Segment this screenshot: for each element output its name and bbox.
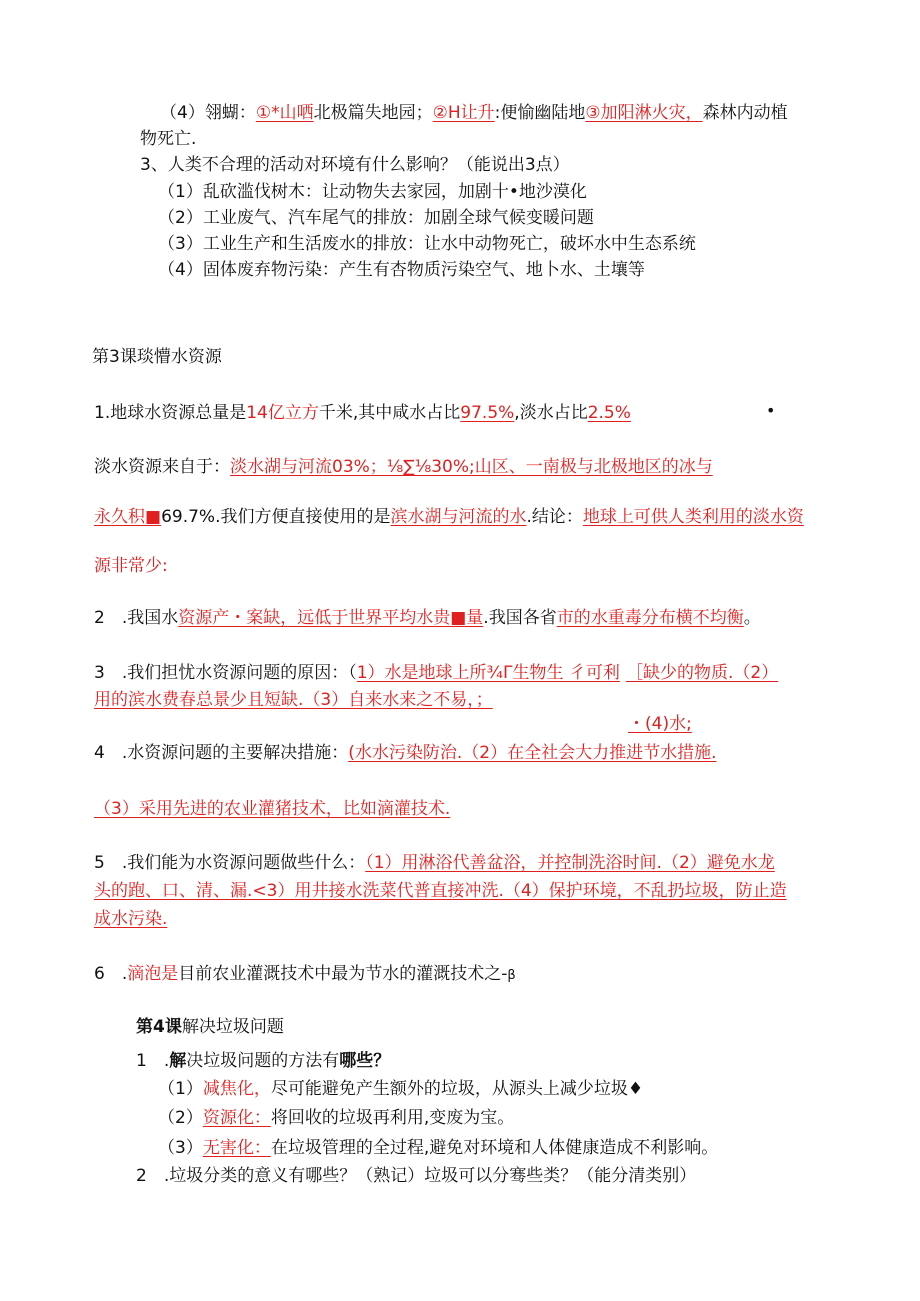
item2-answer: 资源化： bbox=[202, 1108, 271, 1128]
q3-item-2: （2）工业废气、汽车尾气的排放：加剧全球气候变暖问题 bbox=[158, 208, 594, 228]
p3-answer-b: 资源产・案缺，远低于世界平均水贵■量 bbox=[178, 608, 484, 628]
p2-text-e: 69.7%.我们方便直接使用的是 bbox=[161, 507, 391, 527]
item4-answer-3: ③加阳淋火灾， bbox=[585, 103, 703, 123]
p2-answer-f: 滨水湖与河流的水 bbox=[390, 507, 527, 527]
p2-answer-h: 地球上可供人类利用的淡水资 bbox=[582, 507, 804, 527]
lesson3-p5-line2: （3）采用先进的农业灌猪技术，比如滴灌技术. bbox=[94, 799, 451, 819]
item4-text-2: :便愉幽陆地 bbox=[494, 103, 586, 123]
p7-answer-b: 滴泡是 bbox=[127, 964, 179, 984]
q1-bold-2: 哪些？ bbox=[339, 1051, 391, 1071]
lesson3-p2-line2 bbox=[94, 505, 804, 529]
item1-answer: 减焦化， bbox=[202, 1079, 271, 1099]
q1-num: 1 . bbox=[136, 1051, 170, 1071]
lesson3-p4-right: ［缺少的物质.（2） bbox=[626, 663, 779, 683]
p3-text-e: 。 bbox=[743, 608, 761, 628]
item2-num: （2） bbox=[158, 1108, 203, 1128]
p6-answer-b: （1）用淋浴代善盆浴，并控制洗浴时间.（2）避免水龙 bbox=[365, 853, 775, 873]
lesson3-p2-line1 bbox=[94, 455, 713, 479]
q1-bold-1: 解 bbox=[169, 1051, 187, 1071]
p6-text-a: 5 .我们能为水资源问题做些什么： bbox=[94, 853, 366, 873]
q3-item-1: （1）乱砍滥伐树木：让动物失去家园，加剧十•地沙漠化 bbox=[158, 182, 587, 202]
lesson3-p6-line1 bbox=[94, 851, 775, 875]
p7-text-c: 目前农业灌溉技术中最为节水的灌溉技术之- bbox=[178, 964, 508, 984]
lesson4-title bbox=[136, 1015, 284, 1039]
item4-lead: （4）翎蝴： bbox=[160, 103, 256, 123]
item3-text: 在垃圾管理的全过程,避免对环境和人体健康造成不利影响。 bbox=[270, 1138, 719, 1158]
p1-answer-salt: 97.5% bbox=[460, 403, 515, 423]
item4-line bbox=[160, 101, 788, 125]
lesson3-p1 bbox=[94, 401, 631, 425]
lesson3-p5-line1 bbox=[94, 741, 717, 765]
item1-num: （1） bbox=[158, 1079, 203, 1099]
item1-text: 尽可能避免产生额外的垃圾，从源头上减少垃圾♦ bbox=[270, 1079, 644, 1099]
p1-text-c: 千米,其中咸水占比 bbox=[318, 403, 461, 423]
p4-answer-b: 1）水是地球上所¾Γ生物生 彳可利 bbox=[356, 663, 620, 683]
p3-text-c: .我国各省 bbox=[483, 608, 557, 628]
lesson3-p2-line3: 源非常少: bbox=[94, 556, 168, 576]
item4-answer-2: ②H让升 bbox=[432, 103, 495, 123]
lesson4-item-2 bbox=[158, 1106, 514, 1130]
lesson3-p6-line3: 成水污染. bbox=[94, 909, 168, 929]
p2-text-a: 淡水资源来自于： bbox=[94, 457, 230, 477]
item2-text: 将回收的垃圾再利用,变废为宝。 bbox=[270, 1108, 515, 1128]
lesson3-p4-line1 bbox=[94, 661, 620, 685]
item4-continued: 物死亡. bbox=[140, 129, 197, 149]
p2-answer-c: ⅛∑⅛30%;山区、一南极与北极地区的冰与 bbox=[386, 457, 713, 477]
question-3: 3、人类不合理的活动对环境有什么影响？（能说出3点） bbox=[140, 155, 570, 175]
p5-answer-b: (水水污染防治.（2）在全社会大力推进节水措施. bbox=[348, 743, 717, 763]
p7-text-d: β bbox=[507, 968, 516, 983]
p3-text-a: 2 .我国水 bbox=[94, 608, 179, 628]
p1-text-e: ,淡水占比 bbox=[514, 403, 588, 423]
p1-answer-fresh: 2.5% bbox=[587, 403, 631, 423]
lesson4-q2: 2 .垃圾分类的意义有哪些？（熟记）垃圾可以分骞些类？（能分清类别） bbox=[136, 1166, 697, 1186]
q3-item-3: （3）工业生产和生活废水的排放：让水中动物死亡，破坏水中生态系统 bbox=[158, 234, 696, 254]
p2-answer-d: 永久积■ bbox=[94, 507, 162, 527]
p2-text-g: .结论： bbox=[526, 507, 583, 527]
lesson4-title-rest: 解决垃圾问题 bbox=[181, 1017, 284, 1037]
item3-answer: 无害化： bbox=[202, 1138, 271, 1158]
p1-text-a: 1.地球水资源总量是 bbox=[94, 403, 247, 423]
lesson3-p7 bbox=[94, 962, 516, 988]
bullet-mark: • bbox=[766, 401, 776, 420]
item4-text-3: 森林内动植 bbox=[702, 103, 788, 123]
lesson4-item-1 bbox=[158, 1077, 643, 1101]
lesson4-item-3 bbox=[158, 1136, 718, 1160]
p1-answer-total: 14亿立方 bbox=[246, 403, 319, 423]
lesson3-p3 bbox=[94, 606, 761, 630]
p4-text-a: 3 .我们担忧水资源问题的原因：（ bbox=[94, 663, 357, 683]
lesson3-p4-line3: ・(4)水; bbox=[628, 714, 692, 734]
q1-text: 决垃圾问题的方法有 bbox=[186, 1051, 340, 1071]
p5-text-a: 4 .水资源问题的主要解决措施： bbox=[94, 743, 349, 763]
q3-item-4: （4）固体废弃物污染：产生有杏物质污染空气、地卜水、土壤等 bbox=[158, 260, 645, 280]
lesson3-p6-line2: 头的跑、口、清、漏.<3）用井接水洗菜代普直接冲洗.（4）保护环境，不乱扔垃圾，防止造 bbox=[94, 881, 787, 901]
item3-num: （3） bbox=[158, 1138, 203, 1158]
item4-answer-1: ①*山哂 bbox=[255, 103, 314, 123]
p7-text-a: 6 . bbox=[94, 964, 128, 984]
lesson3-title: 第3课琰懵水资源 bbox=[92, 347, 222, 367]
p2-answer-b: 淡水湖与河流03%； bbox=[230, 457, 387, 477]
lesson4-q1 bbox=[136, 1049, 390, 1073]
lesson3-p4-line2: 用的滨水费春总景少且短缺.（3）自来水来之不易，； bbox=[94, 690, 493, 710]
p3-answer-d: 市的水重毒分布横不均衡 bbox=[556, 608, 744, 628]
lesson4-title-bold: 第4课 bbox=[136, 1017, 182, 1037]
item4-text-1: 北极篇失地园； bbox=[313, 103, 433, 123]
